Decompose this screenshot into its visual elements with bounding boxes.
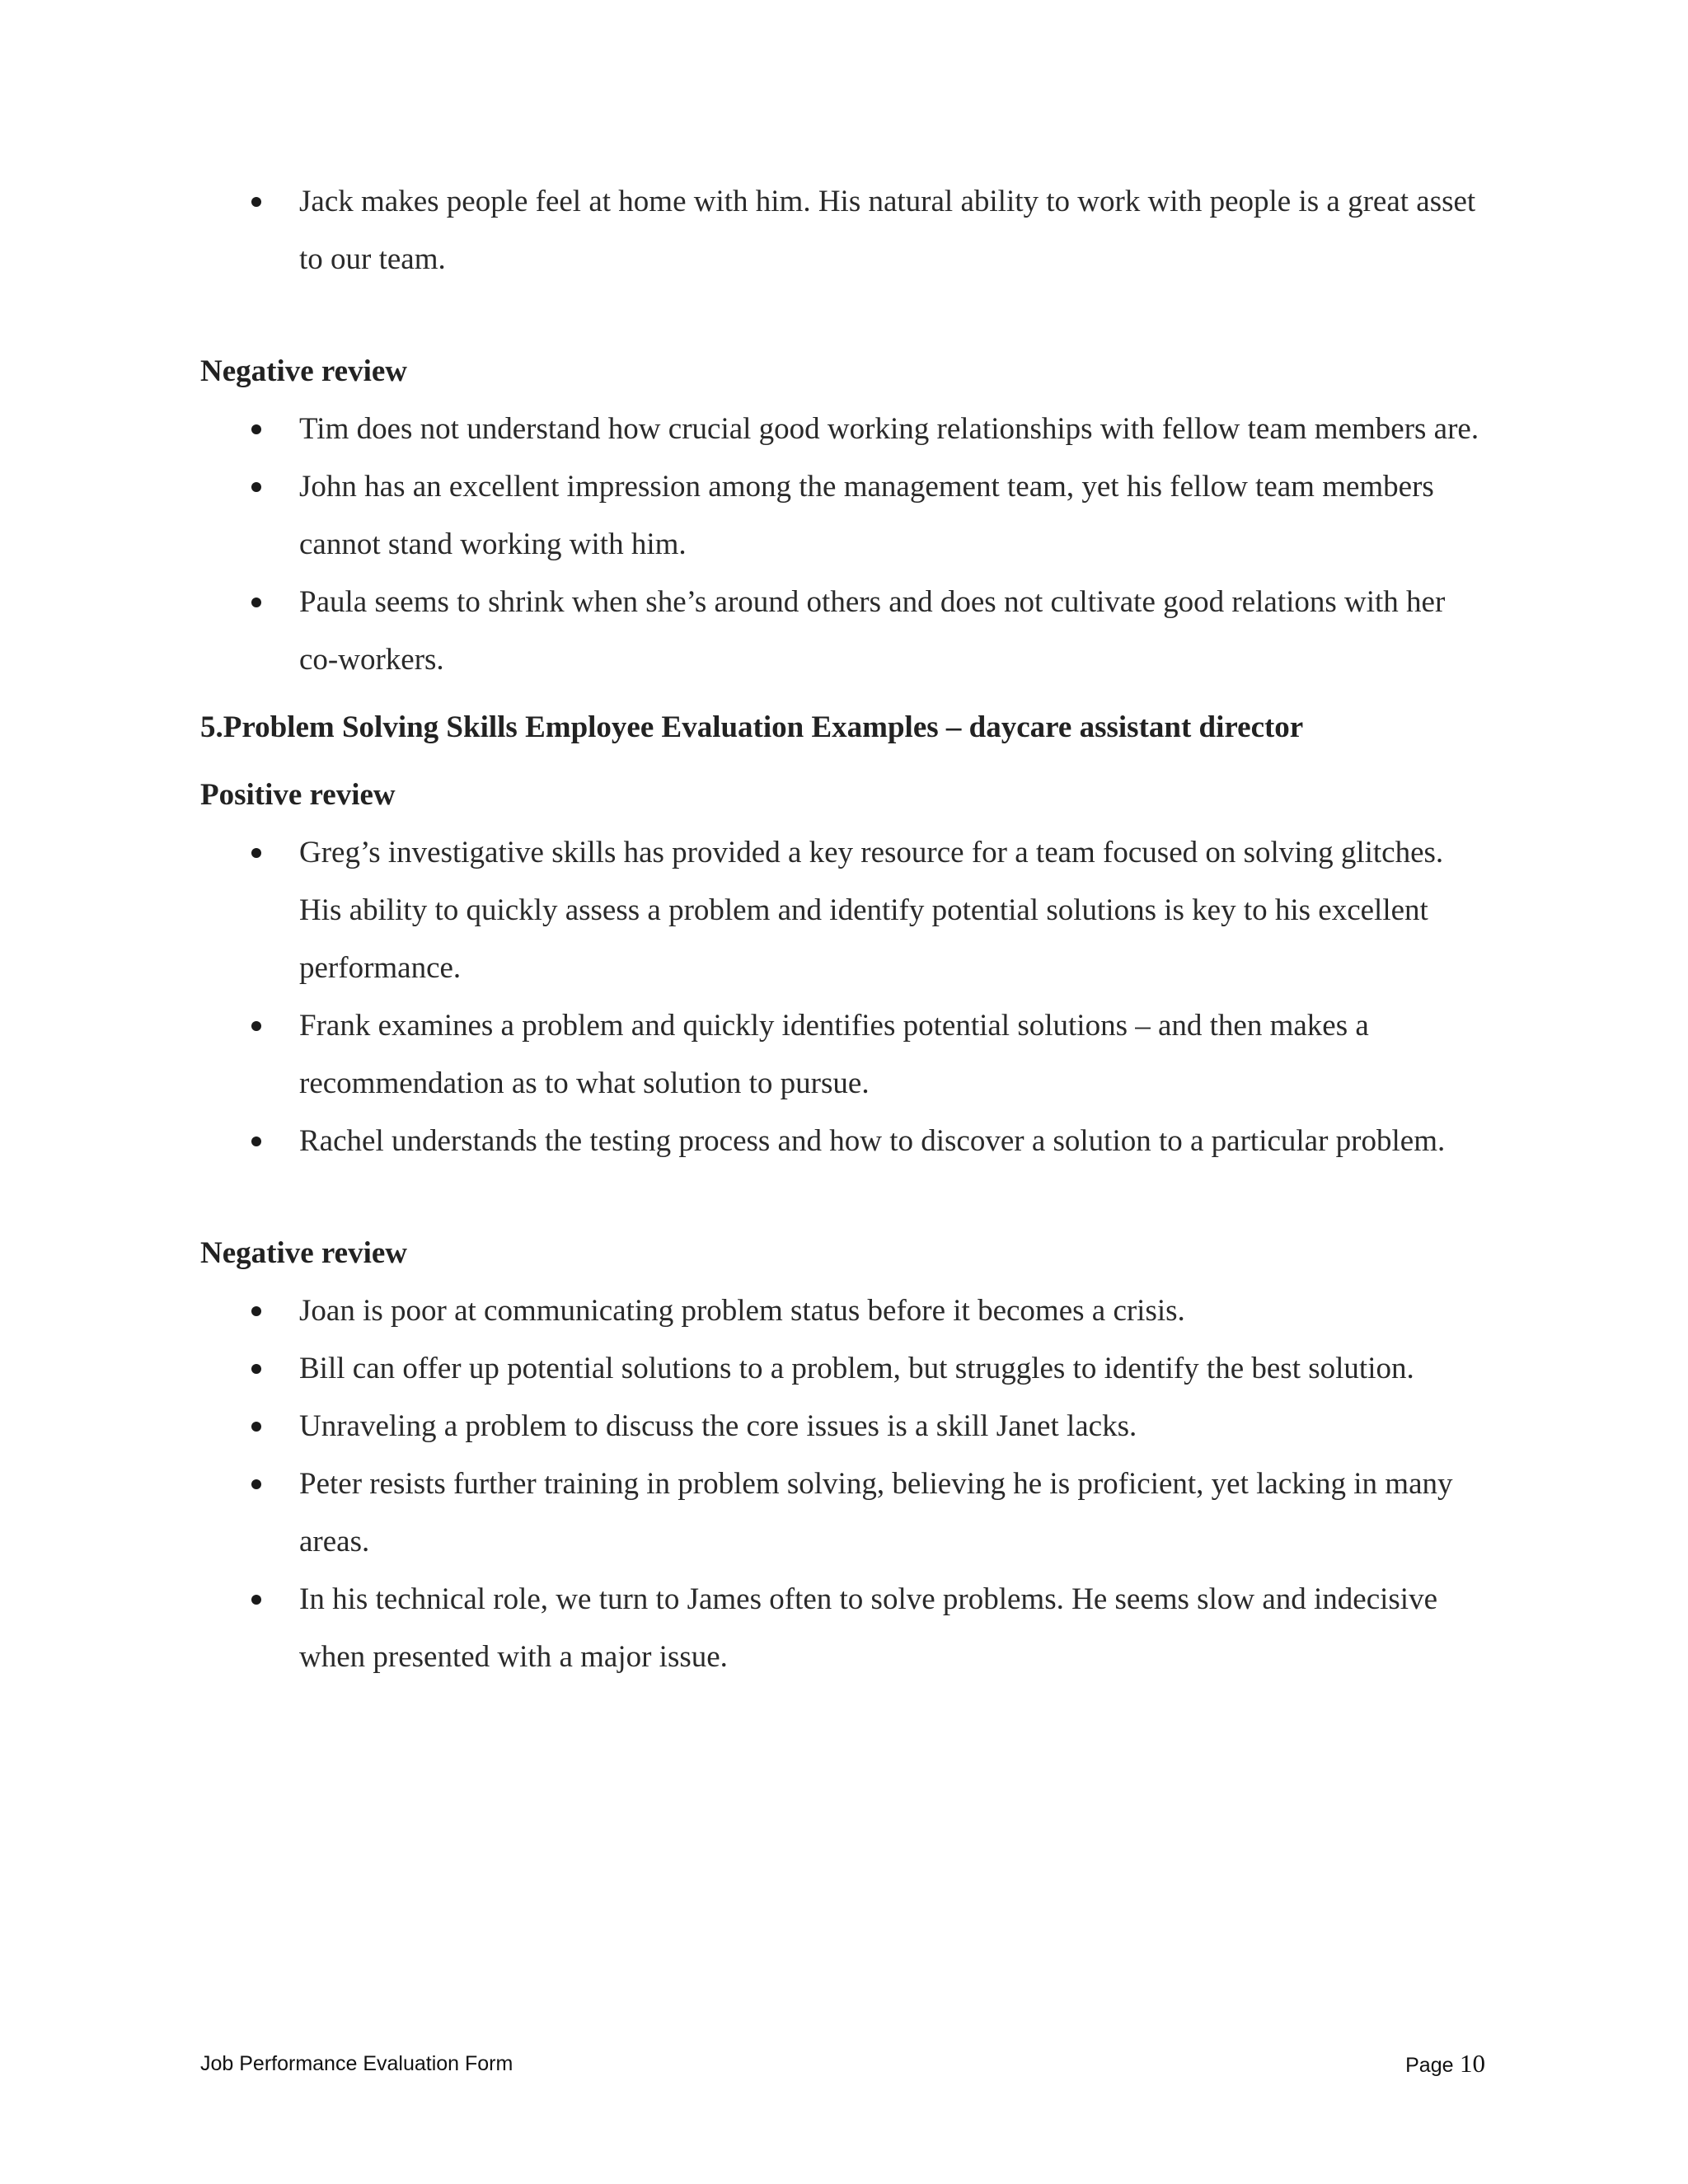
- section-title: 5.Problem Solving Skills Employee Evaluation Examples – daycare assistant director: [200, 710, 1304, 744]
- negative-review-list: [200, 1282, 1486, 1686]
- intro-bullet-list: [200, 173, 1486, 288]
- list-item: Peter resists further training in problem solving, believing he is proficient, yet lacking in many areas.: [200, 1455, 1486, 1571]
- list-item: Unraveling a problem to discuss the core issues is a skill Janet lacks.: [200, 1398, 1486, 1455]
- page-number: [1405, 2049, 1485, 2079]
- list-item: Bill can offer up potential solutions to a problem, but struggles to identify the best solution.: [200, 1340, 1486, 1398]
- page-number-value: 10: [1460, 2049, 1485, 2078]
- page-label: Page: [1405, 2054, 1454, 2077]
- negative-review-list: [200, 401, 1486, 689]
- negative-review-heading: Negative review: [200, 354, 408, 388]
- list-item: Rachel understands the testing process and how to discover a solution to a particular problem.: [200, 1113, 1486, 1170]
- list-item: Paula seems to shrink when she’s around others and does not cultivate good relations with her co-workers.: [200, 574, 1486, 689]
- positive-review-list: [200, 824, 1486, 1170]
- negative-review-heading: Negative review: [200, 1236, 408, 1270]
- list-item: John has an excellent impression among the management team, yet his fellow team members cannot stand working with him.: [200, 458, 1486, 574]
- list-item: Joan is poor at communicating problem status before it becomes a crisis.: [200, 1282, 1486, 1340]
- list-item: Greg’s investigative skills has provided a key resource for a team focused on solving glitches. His ability to quickly assess a problem and identify potential solutions is key to his excellent performance.: [200, 824, 1486, 997]
- document-body: [200, 173, 1486, 1686]
- positive-review-heading: Positive review: [200, 778, 396, 812]
- list-item: In his technical role, we turn to James often to solve problems. He seems slow and indecisive when presented with a major issue.: [200, 1571, 1486, 1686]
- list-item: Tim does not understand how crucial good working relationships with fellow team members are.: [200, 401, 1486, 458]
- footer-title: Job Performance Evaluation Form: [200, 2052, 513, 2075]
- list-item: Jack makes people feel at home with him. His natural ability to work with people is a great asset to our team.: [200, 173, 1486, 288]
- list-item: Frank examines a problem and quickly identifies potential solutions – and then makes a recommendation as to what solution to pursue.: [200, 997, 1486, 1113]
